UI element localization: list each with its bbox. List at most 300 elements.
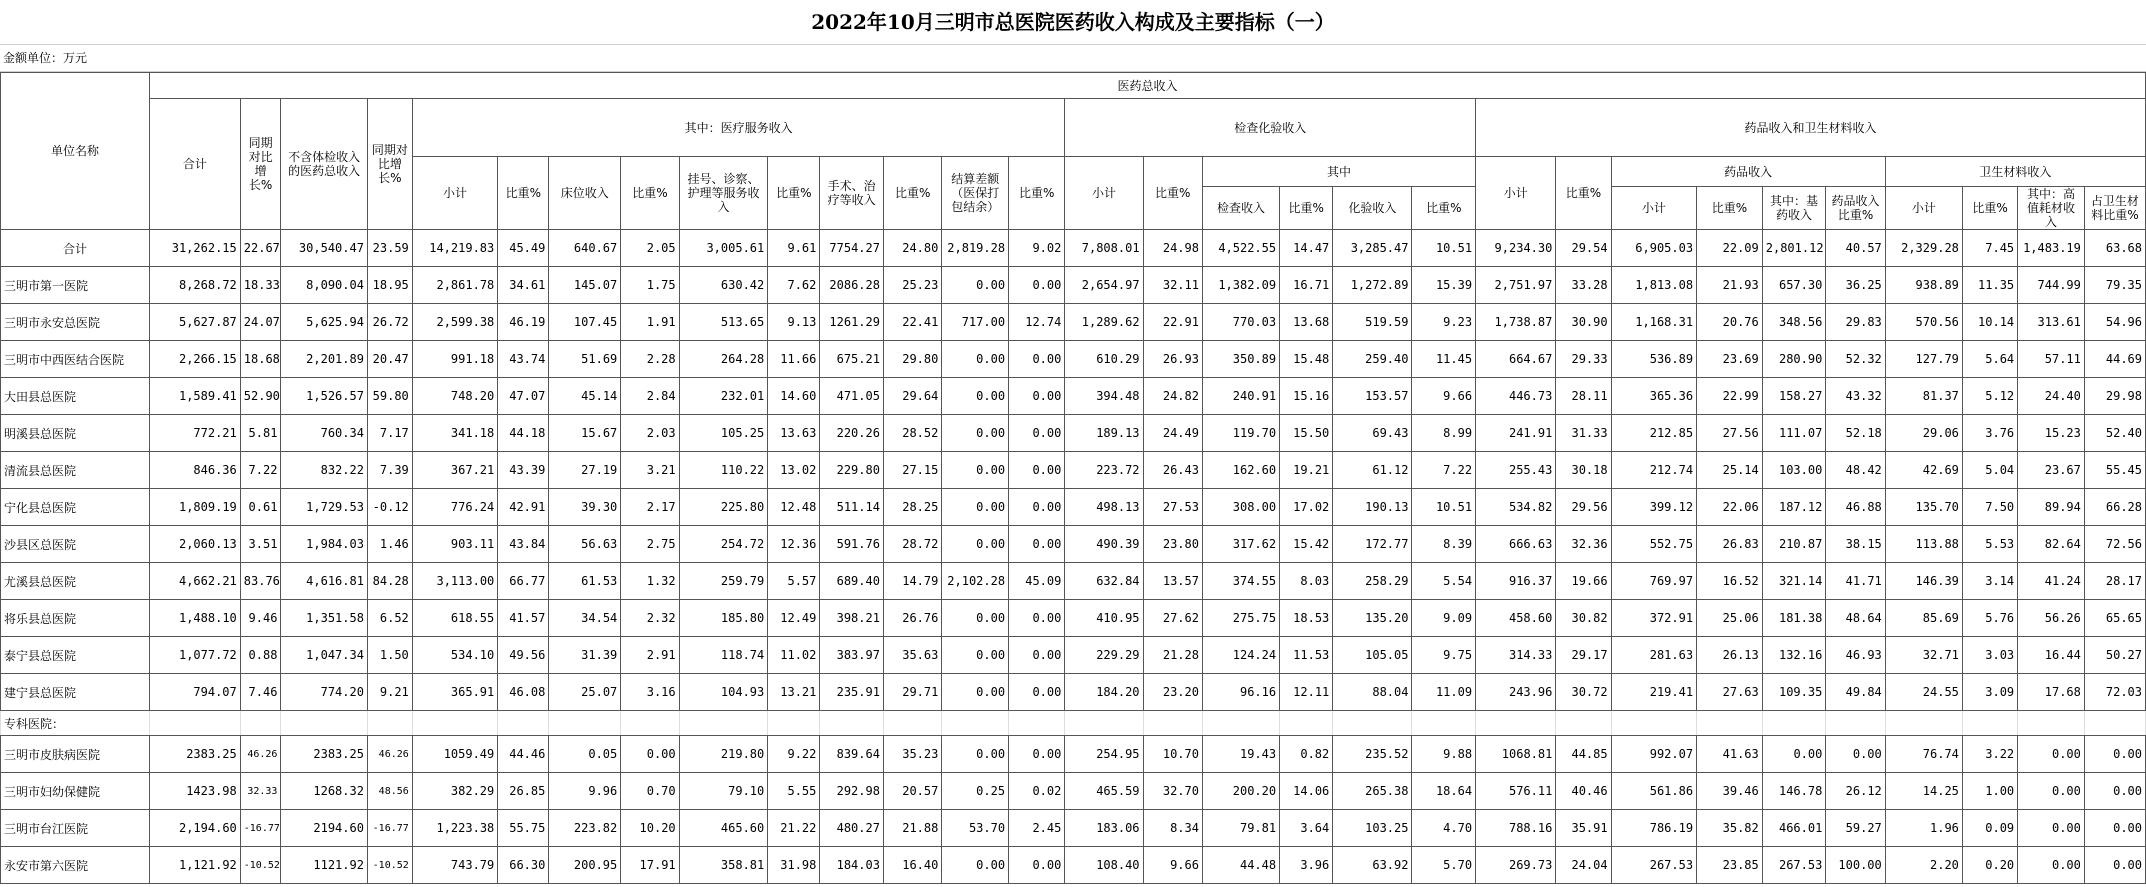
table-cell: 22.67 [240, 230, 281, 267]
table-cell: 0.00 [1009, 847, 1065, 884]
table-cell: 0.00 [1009, 489, 1065, 526]
table-cell: 30,540.47 [281, 230, 368, 267]
table-cell: 21.22 [768, 810, 820, 847]
table-cell: 26.93 [1143, 341, 1202, 378]
table-cell: 7.62 [768, 267, 820, 304]
table-cell: 42.69 [1885, 452, 1962, 489]
table-cell: 561.86 [1611, 773, 1696, 810]
header-surgery-ratio: 比重% [883, 157, 941, 230]
table-cell: 15.42 [1280, 526, 1333, 563]
table-cell: 29.98 [2084, 378, 2145, 415]
table-cell: 0.00 [942, 526, 1009, 563]
table-cell: 1.00 [1962, 773, 2017, 810]
empty-cell [2084, 711, 2145, 736]
table-cell: -16.77 [367, 810, 412, 847]
table-cell: 6.52 [367, 600, 412, 637]
empty-cell [1476, 711, 1556, 736]
table-cell: 9.75 [1412, 637, 1476, 674]
table-cell: 28.72 [883, 526, 941, 563]
table-cell: 0.00 [2018, 773, 2085, 810]
table-cell: 1,488.10 [150, 600, 241, 637]
table-cell: 398.21 [820, 600, 884, 637]
table-cell: 570.56 [1885, 304, 1962, 341]
table-cell: 2,751.97 [1476, 267, 1556, 304]
table-cell: 255.43 [1476, 452, 1556, 489]
table-cell: 1068.81 [1476, 736, 1556, 773]
table-cell: 127.79 [1885, 341, 1962, 378]
empty-cell [1143, 711, 1202, 736]
table-cell: 22.41 [883, 304, 941, 341]
table-cell: 124.24 [1202, 637, 1279, 674]
table-cell: 24.04 [1556, 847, 1611, 884]
table-cell: 657.30 [1762, 267, 1826, 304]
table-cell: 991.18 [412, 341, 497, 378]
table-cell: 0.00 [1009, 341, 1065, 378]
table-cell: 28.52 [883, 415, 941, 452]
empty-cell [1202, 711, 1279, 736]
table-cell: 107.45 [549, 304, 621, 341]
table-cell: 0.02 [1009, 773, 1065, 810]
row-unit-name: 沙县区总医院 [1, 526, 150, 563]
table-cell: 105.05 [1333, 637, 1412, 674]
table-cell: 0.00 [942, 415, 1009, 452]
table-cell: 3.14 [1962, 563, 2017, 600]
table-cell: 10.20 [621, 810, 679, 847]
table-row [1, 563, 2146, 600]
table-cell: 832.22 [281, 452, 368, 489]
table-cell: 135.20 [1333, 600, 1412, 637]
table-cell: 519.59 [1333, 304, 1412, 341]
table-cell: 2383.25 [150, 736, 241, 773]
table-cell: 9.88 [1412, 736, 1476, 773]
table-cell: 5.55 [768, 773, 820, 810]
table-cell: 314.33 [1476, 637, 1556, 674]
header-settlement-ratio: 比重% [1009, 157, 1065, 230]
table-cell: 3.22 [1962, 736, 2017, 773]
table-cell: 30.90 [1556, 304, 1611, 341]
table-cell: 103.25 [1333, 810, 1412, 847]
table-cell: 760.34 [281, 415, 368, 452]
table-cell: 16.52 [1697, 563, 1763, 600]
table-cell: 1,738.87 [1476, 304, 1556, 341]
table-cell: 3,005.61 [679, 230, 768, 267]
table-cell: 223.82 [549, 810, 621, 847]
table-cell: 1,289.62 [1065, 304, 1143, 341]
header-high-ratio: 占卫生材料比重% [2084, 187, 2145, 230]
table-cell: 27.56 [1697, 415, 1763, 452]
table-cell: 0.00 [1009, 736, 1065, 773]
table-cell: 31.98 [768, 847, 820, 884]
header-registration: 挂号、诊察、护理等服务收入 [679, 157, 768, 230]
table-cell: 185.80 [679, 600, 768, 637]
table-cell: 17.91 [621, 847, 679, 884]
table-cell: 41.63 [1697, 736, 1763, 773]
table-cell: 666.63 [1476, 526, 1556, 563]
row-unit-name: 泰宁县总医院 [1, 637, 150, 674]
table-cell: 8,090.04 [281, 267, 368, 304]
empty-cell [621, 711, 679, 736]
table-cell: 146.39 [1885, 563, 1962, 600]
table-cell: 1.96 [1885, 810, 1962, 847]
table-cell: 382.29 [412, 773, 497, 810]
table-cell: 14.60 [768, 378, 820, 415]
empty-cell [1009, 711, 1065, 736]
table-cell: 769.97 [1611, 563, 1696, 600]
table-cell: 254.72 [679, 526, 768, 563]
header-of-which-high: 其中：高值耗材收入 [2018, 187, 2085, 230]
table-cell: 43.39 [498, 452, 549, 489]
table-cell: 748.20 [412, 378, 497, 415]
table-cell: 40.57 [1826, 230, 1885, 267]
table-cell: 23.67 [2018, 452, 2085, 489]
table-cell: 31.33 [1556, 415, 1611, 452]
table-cell: 243.96 [1476, 674, 1556, 711]
table-cell: 591.76 [820, 526, 884, 563]
table-cell: 4,616.81 [281, 563, 368, 600]
table-cell: 0.00 [1009, 415, 1065, 452]
table-row [1, 810, 2146, 847]
table-cell: 21.28 [1143, 637, 1202, 674]
table-cell: 20.57 [883, 773, 941, 810]
table-cell: 1,121.92 [150, 847, 241, 884]
table-cell: 79.10 [679, 773, 768, 810]
unit-label: 金额单位：万元 [0, 45, 2146, 72]
table-cell: 2,194.60 [150, 810, 241, 847]
table-cell: 308.00 [1202, 489, 1279, 526]
table-cell: 29.64 [883, 378, 941, 415]
table-cell: 22.06 [1697, 489, 1763, 526]
table-cell: 374.55 [1202, 563, 1279, 600]
table-cell: 172.77 [1333, 526, 1412, 563]
table-cell: 158.27 [1762, 378, 1826, 415]
table-cell: 466.01 [1762, 810, 1826, 847]
table-row [1, 489, 2146, 526]
table-cell: 66.28 [2084, 489, 2145, 526]
table-cell: 4,522.55 [1202, 230, 1279, 267]
table-cell: 12.11 [1280, 674, 1333, 711]
table-cell: 2.32 [621, 600, 679, 637]
table-cell: 25.07 [549, 674, 621, 711]
table-cell: 0.00 [942, 341, 1009, 378]
table-cell: 18.68 [240, 341, 281, 378]
table-cell: 11.66 [768, 341, 820, 378]
table-cell: 576.11 [1476, 773, 1556, 810]
table-cell: 281.63 [1611, 637, 1696, 674]
table-cell: 13.57 [1143, 563, 1202, 600]
section-row [1, 711, 2146, 736]
table-cell: 9.61 [768, 230, 820, 267]
table-cell: 0.00 [2084, 773, 2145, 810]
table-cell: 31,262.15 [150, 230, 241, 267]
table-cell: 511.14 [820, 489, 884, 526]
table-cell: 229.80 [820, 452, 884, 489]
empty-cell [883, 711, 941, 736]
table-cell: 241.91 [1476, 415, 1556, 452]
table-cell: 100.00 [1826, 847, 1885, 884]
table-cell: 31.39 [549, 637, 621, 674]
table-cell: 23.59 [367, 230, 412, 267]
header-total: 合计 [150, 99, 241, 230]
table-cell: -10.52 [367, 847, 412, 884]
table-cell: 1423.98 [150, 773, 241, 810]
header-dm-subtotal: 小计 [1476, 157, 1556, 230]
table-cell: 26.85 [498, 773, 549, 810]
table-cell: 5.53 [1962, 526, 2017, 563]
table-cell: 7.22 [240, 452, 281, 489]
table-cell: 794.07 [150, 674, 241, 711]
table-cell: 46.88 [1826, 489, 1885, 526]
table-cell: 56.26 [2018, 600, 2085, 637]
table-cell: 33.28 [1556, 267, 1611, 304]
table-cell: 5,625.94 [281, 304, 368, 341]
row-unit-name: 三明市台江医院 [1, 810, 150, 847]
table-cell: 1059.49 [412, 736, 497, 773]
table-row [1, 230, 2146, 267]
table-cell: 45.09 [1009, 563, 1065, 600]
row-unit-name: 将乐县总医院 [1, 600, 150, 637]
table-cell: 552.75 [1611, 526, 1696, 563]
table-cell: 846.36 [150, 452, 241, 489]
table-cell: 0.09 [1962, 810, 2017, 847]
table-cell: 96.16 [1202, 674, 1279, 711]
table-cell: 57.11 [2018, 341, 2085, 378]
table-row [1, 674, 2146, 711]
table-cell: 82.64 [2018, 526, 2085, 563]
header-drug-subtotal: 小计 [1611, 187, 1696, 230]
table-cell: 536.89 [1611, 341, 1696, 378]
table-cell: 2,329.28 [1885, 230, 1962, 267]
row-unit-name: 三明市第一医院 [1, 267, 150, 304]
header-check-ratio: 比重% [1280, 187, 1333, 230]
table-cell: 9.13 [768, 304, 820, 341]
table-cell: 1.91 [621, 304, 679, 341]
table-cell: 365.91 [412, 674, 497, 711]
empty-cell [679, 711, 768, 736]
empty-cell [768, 711, 820, 736]
table-cell: 9.66 [1412, 378, 1476, 415]
table-cell: 839.64 [820, 736, 884, 773]
table-cell: 43.32 [1826, 378, 1885, 415]
table-cell: 1,809.19 [150, 489, 241, 526]
table-cell: 1,077.72 [150, 637, 241, 674]
header-bed-ratio: 比重% [621, 157, 679, 230]
table-cell: 259.79 [679, 563, 768, 600]
table-cell: 2.45 [1009, 810, 1065, 847]
table-cell: 12.74 [1009, 304, 1065, 341]
table-cell: 11.09 [1412, 674, 1476, 711]
table-cell: 52.40 [2084, 415, 2145, 452]
table-cell: 72.03 [2084, 674, 2145, 711]
table-cell: 32.33 [240, 773, 281, 810]
table-cell: 44.85 [1556, 736, 1611, 773]
table-cell: 3.64 [1280, 810, 1333, 847]
row-unit-name: 永安市第六医院 [1, 847, 150, 884]
table-cell: 29.06 [1885, 415, 1962, 452]
table-cell: 103.00 [1762, 452, 1826, 489]
table-cell: 0.20 [1962, 847, 2017, 884]
table-cell: 22.99 [1697, 378, 1763, 415]
table-cell: 109.35 [1762, 674, 1826, 711]
table-cell: 259.40 [1333, 341, 1412, 378]
table-cell: 8.99 [1412, 415, 1476, 452]
empty-cell [1412, 711, 1476, 736]
empty-cell [820, 711, 884, 736]
table-cell: 267.53 [1762, 847, 1826, 884]
table-cell: 52.32 [1826, 341, 1885, 378]
table-cell: 5.57 [768, 563, 820, 600]
table-cell: 26.76 [883, 600, 941, 637]
table-cell: 183.06 [1065, 810, 1143, 847]
table-cell: 1,223.38 [412, 810, 497, 847]
header-exam-of-which: 其中 [1202, 157, 1475, 187]
header-material-subtotal: 小计 [1885, 187, 1962, 230]
table-cell: 111.07 [1762, 415, 1826, 452]
table-cell: 534.10 [412, 637, 497, 674]
header-exam-income: 检查化验收入 [1065, 99, 1476, 157]
table-cell: 18.95 [367, 267, 412, 304]
table-cell: 13.63 [768, 415, 820, 452]
table-cell: 29.83 [1826, 304, 1885, 341]
table-row [1, 600, 2146, 637]
table-cell: 458.60 [1476, 600, 1556, 637]
table-cell: 89.94 [2018, 489, 2085, 526]
table-cell: 5,627.87 [150, 304, 241, 341]
table-cell: 220.26 [820, 415, 884, 452]
table-cell: 184.20 [1065, 674, 1143, 711]
table-cell: 105.25 [679, 415, 768, 452]
table-cell: 63.68 [2084, 230, 2145, 267]
table-cell: 27.15 [883, 452, 941, 489]
table-cell: 0.00 [621, 736, 679, 773]
table-cell: 265.38 [1333, 773, 1412, 810]
table-cell: 0.00 [942, 378, 1009, 415]
table-cell: 21.88 [883, 810, 941, 847]
table-cell: 235.91 [820, 674, 884, 711]
table-cell: 0.00 [1009, 674, 1065, 711]
table-cell: 29.17 [1556, 637, 1611, 674]
empty-cell [1697, 711, 1763, 736]
table-cell: 18.33 [240, 267, 281, 304]
row-unit-name: 大田县总医院 [1, 378, 150, 415]
empty-cell [2018, 711, 2085, 736]
table-cell: 1268.32 [281, 773, 368, 810]
table-cell: 0.00 [1009, 267, 1065, 304]
table-cell: 10.14 [1962, 304, 2017, 341]
table-cell: 34.61 [498, 267, 549, 304]
table-cell: 7,808.01 [1065, 230, 1143, 267]
table-cell: 14,219.83 [412, 230, 497, 267]
table-cell: 16.71 [1280, 267, 1333, 304]
table-cell: 372.91 [1611, 600, 1696, 637]
table-cell: 465.59 [1065, 773, 1143, 810]
table-cell: 5.70 [1412, 847, 1476, 884]
table-cell: 3,113.00 [412, 563, 497, 600]
table-cell: 219.41 [1611, 674, 1696, 711]
table-cell: -0.12 [367, 489, 412, 526]
table-cell: 41.57 [498, 600, 549, 637]
table-cell: 39.30 [549, 489, 621, 526]
table-cell: 81.37 [1885, 378, 1962, 415]
table-cell: 1,526.57 [281, 378, 368, 415]
table-cell: 184.03 [820, 847, 884, 884]
table-cell: 48.64 [1826, 600, 1885, 637]
table-cell: 632.84 [1065, 563, 1143, 600]
table-cell: 48.56 [367, 773, 412, 810]
table-cell: 118.74 [679, 637, 768, 674]
table-header [1, 73, 2146, 230]
table-cell: 1,351.58 [281, 600, 368, 637]
table-cell: 3.51 [240, 526, 281, 563]
table-cell: 0.00 [1009, 526, 1065, 563]
table-cell: 26.72 [367, 304, 412, 341]
table-cell: 14.06 [1280, 773, 1333, 810]
table-cell: 66.30 [498, 847, 549, 884]
table-cell: 12.48 [768, 489, 820, 526]
table-cell: 2.91 [621, 637, 679, 674]
empty-cell [240, 711, 281, 736]
table-cell: 35.23 [883, 736, 941, 773]
empty-cell [367, 711, 412, 736]
table-cell: 24.98 [1143, 230, 1202, 267]
table-cell: 9,234.30 [1476, 230, 1556, 267]
table-cell: 341.18 [412, 415, 497, 452]
table-cell: 235.52 [1333, 736, 1412, 773]
table-cell: 2.84 [621, 378, 679, 415]
table-cell: 16.40 [883, 847, 941, 884]
empty-cell [1962, 711, 2017, 736]
empty-cell [942, 711, 1009, 736]
table-row [1, 341, 2146, 378]
table-cell: 465.60 [679, 810, 768, 847]
row-unit-name: 明溪县总医院 [1, 415, 150, 452]
table-row [1, 637, 2146, 674]
table-cell: 480.27 [820, 810, 884, 847]
table-cell: 1,382.09 [1202, 267, 1279, 304]
table-cell: 29.33 [1556, 341, 1611, 378]
table-cell: 53.70 [942, 810, 1009, 847]
table-cell: 15.67 [549, 415, 621, 452]
empty-cell [1611, 711, 1696, 736]
table-cell: 14.47 [1280, 230, 1333, 267]
table-cell: 0.00 [942, 847, 1009, 884]
table-cell: 17.02 [1280, 489, 1333, 526]
table-cell: 2,102.28 [942, 563, 1009, 600]
table-cell: 28.25 [883, 489, 941, 526]
table-cell: 65.65 [2084, 600, 2145, 637]
table-cell: 11.53 [1280, 637, 1333, 674]
table-cell: 0.00 [942, 674, 1009, 711]
table-cell: 46.08 [498, 674, 549, 711]
table-cell: 110.22 [679, 452, 768, 489]
header-service-ratio: 比重% [498, 157, 549, 230]
table-cell: 313.61 [2018, 304, 2085, 341]
table-cell: 162.60 [1202, 452, 1279, 489]
table-cell: 24.55 [1885, 674, 1962, 711]
table-cell: 43.84 [498, 526, 549, 563]
table-cell: 23.85 [1697, 847, 1763, 884]
table-cell: 212.85 [1611, 415, 1696, 452]
table-cell: 10.70 [1143, 736, 1202, 773]
table-cell: 774.20 [281, 674, 368, 711]
table-cell: 0.00 [942, 452, 1009, 489]
table-cell: 54.96 [2084, 304, 2145, 341]
table-cell: 29.71 [883, 674, 941, 711]
table-cell: 52.18 [1826, 415, 1885, 452]
table-cell: 41.71 [1826, 563, 1885, 600]
table-cell: 17.68 [2018, 674, 2085, 711]
table-cell: 66.77 [498, 563, 549, 600]
table-cell: 26.13 [1697, 637, 1763, 674]
